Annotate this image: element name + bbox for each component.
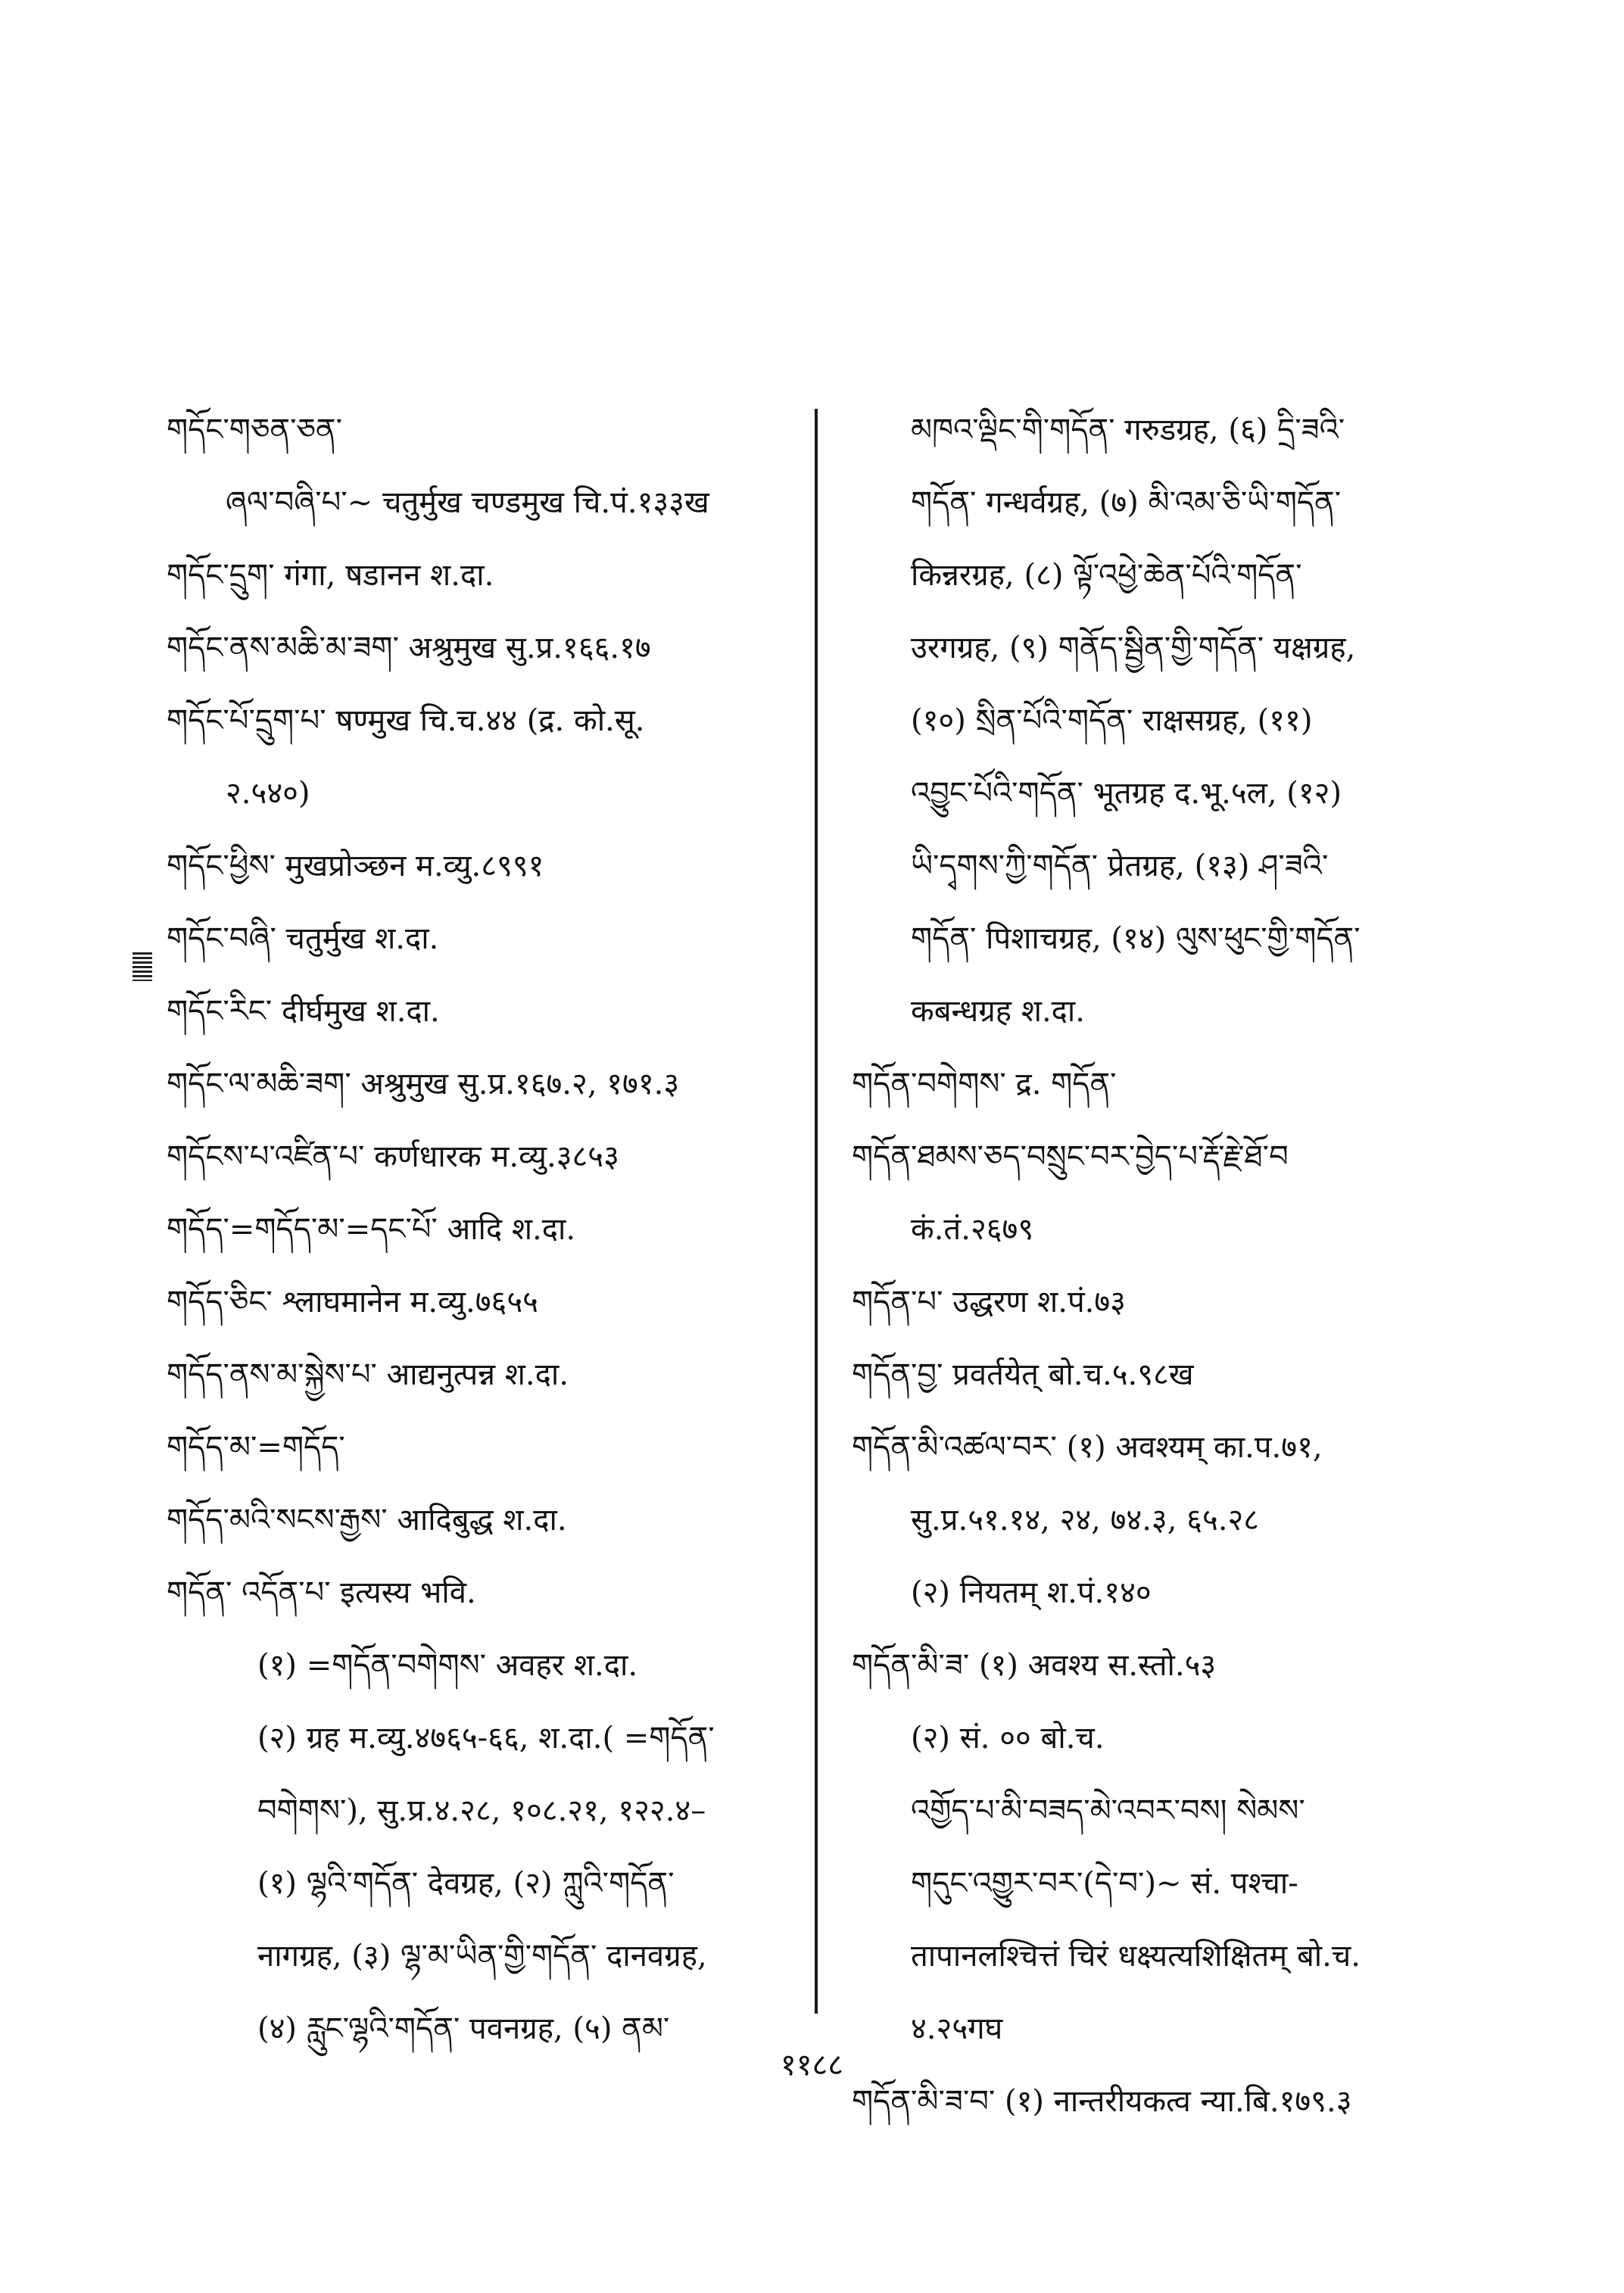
entry-line: (२) सं. ०० बो.च. [911,1721,1105,1756]
entry-line: གདོན་ འདོན་པ་ इत्यस्य भवि. [167,1575,476,1610]
entry-line: ཞལ་བཞི་པ་~ चतुर्मुख चण्डमुख चि.पं.१३३ख [226,485,709,520]
entry-line: ཡི་དྭགས་ཀྱི་གདོན་ प्रेतग्रह, (१३) ཤ་ཟའི་ [911,849,1329,883]
entry-line: གདོང་ཕྱིས་ मुखप्रोञ्छन म.व्यु.८९९१ [167,849,544,883]
left-column [167,394,814,2065]
entry-line: གདོད་མའི་སངས་རྒྱས་ आदिबुद्ध श.दा. [167,1503,567,1537]
entry-line: तापानलश्चित्तं चिरं धक्ष्यत्यशिक्षितम् बो.च. [911,1939,1361,1974]
entry-line: གདོན་པ་ उद्धरण श.पं.७३ [852,1285,1126,1319]
entry-line: འགྱོད་པ་མི་བཟད་མེ་འབར་བས། སེམས་ [911,1793,1305,1828]
entry-line: གདོང་པོ་དྲུག་པ་ षण्मुख चि.च.४४ (द्र. को.सू. [167,703,645,738]
entry-line: འབྱུང་པོའི་གདོན་ भूतग्रह द.भू.५ल, (१२) [911,776,1342,811]
entry-line: གདོན་བགེགས་ द्र. གདོན་ [852,1067,1117,1101]
entry-line: कं.तं.२६७९ [911,1212,1034,1247]
entry-line: ४.२५गघ [911,2011,1003,2046]
entry-line: གདུང་འགྱུར་བར་(དེ་བ་)~ सं. पश्चा- [911,1866,1298,1901]
entry-line: གདོང་རིང་ दीर्घमुख श.दा. [167,994,440,1029]
entry-line: གདོང་གཅན་ཅན་ [167,413,342,447]
entry-line: (१) =གདོན་བགེགས་ अवहर श.दा. [257,1648,638,1683]
entry-line: གདོད་=གདོད་མ་=དང་པོ་ आदि श.दा. [167,1212,576,1247]
entry-line: མཁའ་ལྡིང་གི་གདོན་ गरुडग्रह, (६) དྲི་ཟའི་ [911,413,1345,447]
entry-line: किन्नरग्रह, (८) ལྟོ་འཕྱེ་ཆེན་པོའི་གདོན་ [911,558,1302,593]
column-divider [815,409,818,2014]
right-column [852,394,1465,2138]
entry-line: (१) ལྷའི་གདོན་ देवग्रह, (२) ཀླུའི་གདོན་ [257,1866,675,1901]
entry-line: གདོན་མི་ཟ་ (१) अवश्य स.स्तो.५३ [852,1648,1217,1683]
entry-line: གདོང་བཞི་ चतुर्मुख श.दा. [167,921,439,956]
entry-line: सु.प्र.५१.१४, २४, ७४.३, ६५.२८ [911,1503,1260,1537]
entry-line: གདོད་མ་=གདོད་ [167,1430,345,1465]
entry-line: (२) ग्रह म.व्यु.४७६५-६६, श.दा.( =གདོན་ [257,1721,715,1756]
entry-line: གདོང་ལ་མཆི་ཟག་ अश्रुमुख सु.प्र.१६७.२, १७१.३ [167,1067,680,1101]
entry-line: (२) नियतम् श.पं.१४० [911,1575,1152,1610]
entry-line: གདོན་བྱ་ प्रवर्तयेत् बो.च.५.९८ख [852,1357,1194,1392]
entry-line: २.५४०) [226,776,310,811]
entry-line: གདོང་ནས་མཆི་མ་ཟག་ अश्रुमुख सु.प्र.१६६.१७ [167,631,651,665]
entry-line: གདོན་མི་ཟ་བ་ (१) नान्तरीयकत्व न्या.बि.१७९.३ [852,2084,1352,2119]
entry-line: नागग्रह, (३) ལྷ་མ་ཡིན་གྱི་གདོན་ दानवग्रह, [257,1939,707,1974]
entry-line: བགེགས་), सु.प्र.४.२८, १०८.२१, १२२.४– [257,1793,706,1828]
entry-line: གདོན་ཐམས་ཅད་བསྲུང་བར་བྱེད་པ་རྡོ་རྗེ་ཐོ་བ [852,1139,1289,1174]
entry-line: གདོངས་པ་འཛིན་པ་ कर्णधारक म.व्यु.३८५३ [167,1139,619,1174]
entry-line: གདོན་ गन्धर्वग्रह, (७) མི་འམ་ཅི་ཡི་གདོན་ [911,485,1342,520]
entry-line: कबन्धग्रह श.दा. [911,994,1085,1029]
entry-line: (१०) སྲིན་པོའི་གདོན་ राक्षसग्रह, (११) [911,703,1313,738]
entry-line: གདོན་མི་འཚལ་བར་ (१) अवश्यम् का.प.७१, [852,1430,1323,1465]
entry-line: (४) རླུང་ལྷའི་གདོན་ पवनग्रह, (५) ནམ་ [257,2011,670,2046]
margin-mark [132,952,152,981]
entry-line: གདོང་དྲུག་ गंगा, षडानन श.दा. [167,558,494,593]
entry-line: གདོད་ནས་མ་སྐྱེས་པ་ आद्यनुत्पन्न श.दा. [167,1357,569,1392]
entry-line: उरगग्रह, (९) གནོད་སྦྱིན་གྱི་གདོན་ यक्षग्रह, [911,631,1356,665]
page-number: ११८८ [780,2048,844,2083]
entry-line: གདོན་ पिशाचग्रह, (१४) ལུས་ཕུང་གྱི་གདོན་ [911,921,1361,956]
entry-line: གདོད་ཅིང་ श्लाघमानेन म.व्यु.७६५५ [167,1285,538,1319]
